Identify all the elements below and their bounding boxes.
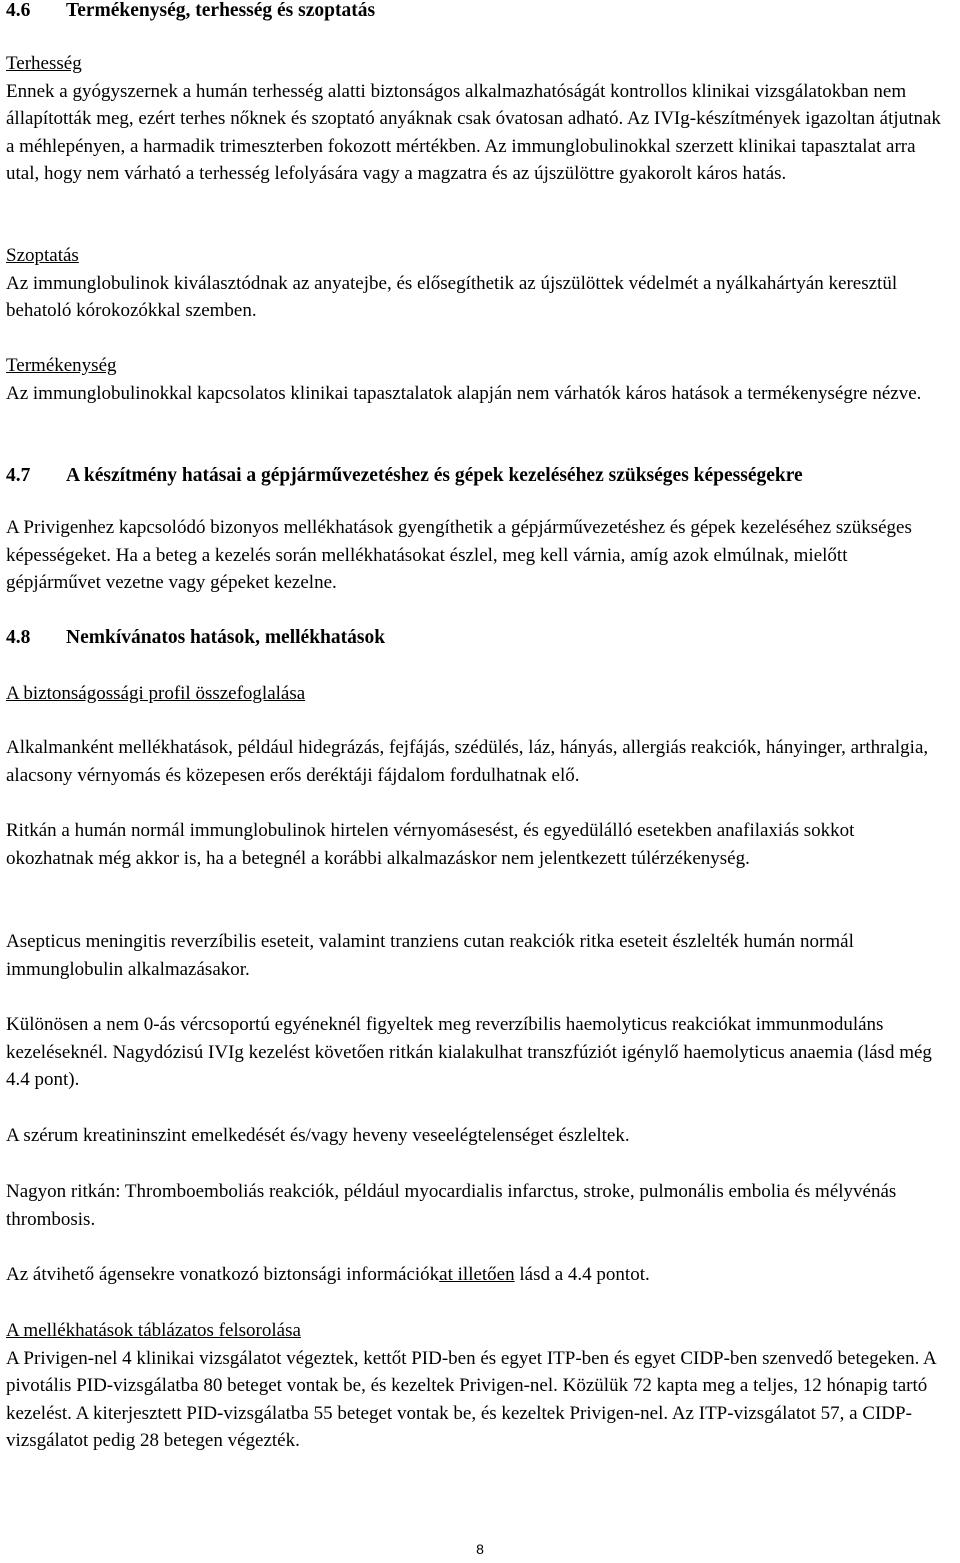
transmissible-text-end: lásd a 4.4 pontot. [514,1264,650,1285]
section-title: Termékenység, terhesség és szoptatás [66,0,376,21]
tabulated-block [6,1317,941,1455]
fertility-text: Az immunglobulinokkal kapcsolatos klinikai tapasztalatok alapján nem várhatók káros hatások a termékenységre nézve. [6,382,922,404]
transmissible-text-start: Az átvihető ágensekre vonatkozó biztonsági információk [6,1264,440,1285]
section-number: 4.8 [6,627,31,648]
section-title: Nemkívánatos hatások, mellékhatások [66,627,386,648]
section-4-6-heading [6,0,375,25]
adverse-paragraph-2: Ritkán a humán normál immunglobulinok hirtelen vérnyomásesést, és egyedülálló esetekben anafilaxiás sokkot okozhatnak még akkor is, ha a betegnél a korábbi alkalmazáskor nem jelentkezett túlérzékenység. [6,820,855,869]
adverse-paragraph-1: Alkalmanként mellékhatások, például hidegrázás, fejfájás, szédülés, láz, hányás, allergiás reakciók, hányinger, arthralgia, alacsony vérnyomás és közepesen erős deréktáji fájdalom fordulhatnak elő. [6,737,929,786]
adverse-paragraph-4: Különösen a nem 0-ás vércsoportú egyéneknél figyeltek meg reverzíbilis haemolyticus reakciókat immunmoduláns kezeléseknél. Nagydózisú IVIg kezelést követően ritkán kialakulhat transzfúziót igénylő haemolyticus anaemia (lásd még 4.4 pont). [6,1014,932,1090]
driving-text: A Privigenhez kapcsolódó bizonyos mellékhatások gyengíthetik a gépjárművezetéshez és gépek kezeléséhez szükséges képességeket. Ha a beteg a kezelés során mellékhatásokat észlel, meg kell várnia, amíg azok elmúlnak, mielőtt gépjárművet vezetne vagy gépeket kezelne. [6,517,912,593]
section-number: 4.6 [6,0,31,21]
fertility-heading: Termékenység [6,355,117,376]
pregnancy-heading: Terhesség [6,53,82,74]
pregnancy-block [6,50,941,188]
adverse-paragraph-3: Asepticus meningitis reverzíbilis eseteit, valamint tranziens cutan reakciók ritka eseteit észlelték humán normál immunglobulin alkalmazásakor. [6,931,854,980]
adverse-paragraph-6: Nagyon ritkán: Thromboemboliás reakciók, például myocardialis infarctus, stroke, pulmonális embolia és mélyvénás thrombosis. [6,1181,897,1230]
breastfeeding-heading: Szoptatás [6,245,79,266]
tabulated-heading: A mellékhatások táblázatos felsorolása [6,1320,301,1341]
section-4-8-heading [6,624,385,652]
tabulated-text: A Privigen-nel 4 klinikai vizsgálatot végeztek, kettőt PID-ben és egyet ITP-ben és egyet CIDP-ben szenvedő betegeken. A pivotális PID-vizsgálatba 80 beteget vontak be, és kezeltek Privigen-nel. Közülük 72 kapta meg a teljes, 12 hónapig tartó kezelést. A kiterjesztett PID-vizsgálatba 55 beteget vontak be, és kezeltek Privigen-nel. Az ITP-vizsgálatot 57, a CIDP-vizsgálatot pedig 28 betegen végezték. [6,1347,936,1451]
section-4-7-heading [6,462,803,490]
transmissible-agents-text [6,1261,941,1289]
pregnancy-text: Ennek a gyógyszernek a humán terhesség alatti biztonságos alkalmazhatóságát kontrollos klinikai vizsgálatokban nem állapították meg, ezért terhes nőknek és szoptató anyáknak csak óvatosan adható. Az IVIg-készítmények igazoltan átjutnak a méhlepényen, a harmadik trimeszterben fokozott mértékben. Az immunglobulinokkal szerzett klinikai tapasztalat arra utal, hogy nem várható a terhesség lefolyására vagy a magzatra és az újszülöttre gyakorolt káros hatás. [6,80,941,184]
breastfeeding-text: Az immunglobulinok kiválasztódnak az anyatejbe, és elősegíthetik az újszülöttek védelmét a nyálkahártyán keresztül behatoló kórokozókkal szemben. [6,272,898,321]
fertility-block [6,352,941,407]
section-number: 4.7 [6,465,31,486]
section-title: A készítmény hatásai a gépjárművezetéshez és gépek kezeléséhez szükséges képességekre [66,465,803,486]
adverse-paragraph-5: A szérum kreatininszint emelkedését és/vagy heveny veseelégtelenséget észleltek. [6,1125,630,1146]
safety-profile-heading: A biztonságossági profil összefoglalása [6,683,306,704]
breastfeeding-block [6,242,941,325]
page-number: 8 [476,1541,484,1557]
transmissible-text-underlined: at illetően [439,1264,515,1285]
